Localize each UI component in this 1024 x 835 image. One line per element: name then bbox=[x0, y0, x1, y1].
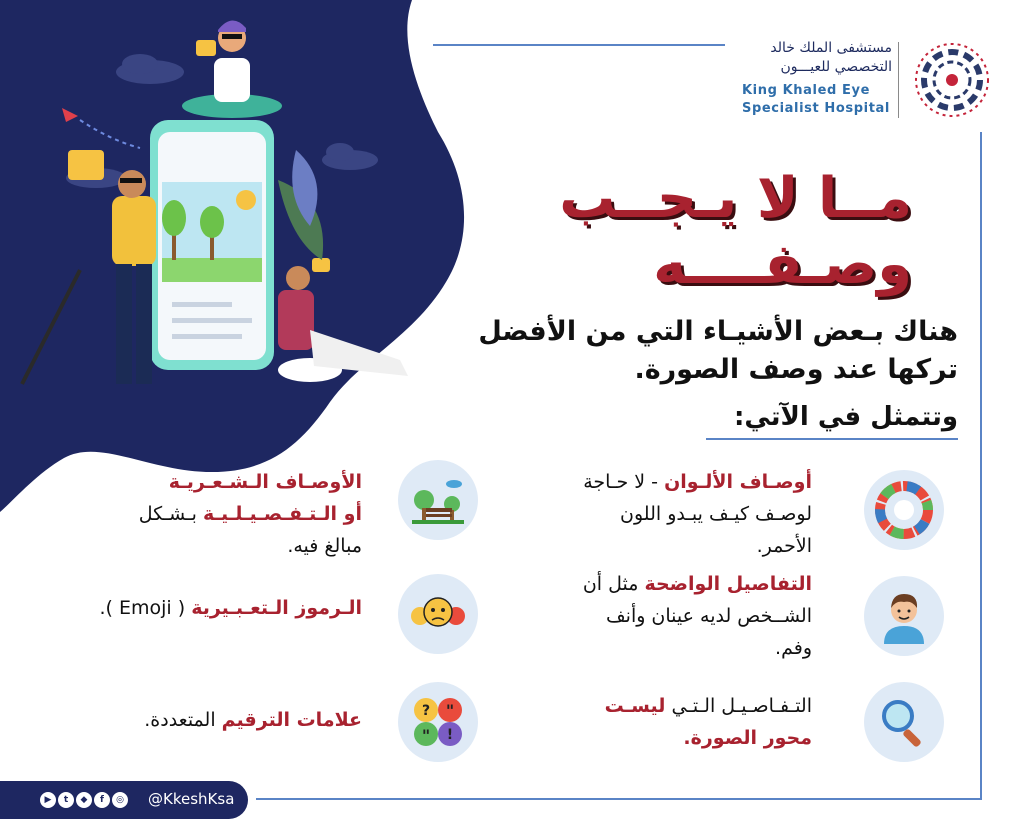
intro-line2: تركها عند وصف الصورة. bbox=[634, 354, 958, 385]
svg-text:": " bbox=[421, 726, 431, 745]
title-line1: مــا لا يـجــب bbox=[559, 166, 912, 231]
item-poetic-line3: مبالغ فيه. bbox=[287, 535, 362, 557]
emoji-faces-icon bbox=[398, 574, 478, 654]
svg-text:!: ! bbox=[446, 727, 454, 743]
item-poetic-highlight2: أو الـتـفـصـيـلـيـة bbox=[203, 503, 362, 525]
item-colors-rest: - لا حـاجة bbox=[583, 471, 665, 493]
item-irrelevant-line2: محور الصورة. bbox=[683, 727, 812, 749]
item-emoji-highlight: الـرموز الـتعـبـيرية bbox=[191, 597, 362, 619]
social-footer bbox=[0, 781, 248, 819]
item-irrelevant bbox=[605, 690, 812, 754]
item-details-line2: الشــخص لديه عينان وأنف bbox=[605, 605, 812, 627]
item-poetic-highlight1: الأوصـاف الـشـعـريـة bbox=[168, 471, 362, 493]
logo-divider bbox=[898, 42, 899, 118]
logo-english-line2: Specialist Hospital bbox=[742, 101, 890, 116]
item-emoji bbox=[100, 592, 363, 624]
color-wheel-icon bbox=[864, 470, 944, 550]
snapchat-icon[interactable]: ◆ bbox=[76, 792, 92, 808]
item-poetic bbox=[139, 466, 362, 562]
item-colors-line2: لوصـف كيـف يبـدو اللون bbox=[620, 503, 812, 525]
item-colors-highlight: أوصـاف الألـوان bbox=[664, 471, 812, 493]
logo-arabic-line1: مستشفى الملك خالد bbox=[770, 40, 892, 56]
intro-divider bbox=[706, 438, 958, 440]
item-punct-rest: المتعددة. bbox=[144, 709, 222, 731]
social-handle[interactable]: @KkeshKsa bbox=[148, 790, 235, 808]
item-punctuation bbox=[144, 704, 362, 736]
frame-line-top bbox=[433, 44, 725, 46]
svg-text:": " bbox=[445, 701, 455, 720]
instagram-icon[interactable]: ◎ bbox=[112, 792, 128, 808]
magnifier-icon bbox=[864, 682, 944, 762]
item-irrelevant-highlight: ليسـت bbox=[604, 695, 666, 717]
person-face-icon bbox=[864, 576, 944, 656]
item-details-rest: مثل أن bbox=[582, 573, 645, 595]
punctuation-marks-icon bbox=[398, 682, 478, 762]
facebook-icon[interactable]: f bbox=[94, 792, 110, 808]
item-details bbox=[583, 568, 812, 664]
park-bench-icon bbox=[398, 460, 478, 540]
intro-line1: هناك بـعض الأشيـاء التي من الأفضل bbox=[478, 316, 958, 347]
item-details-line3: وفم. bbox=[775, 637, 812, 659]
item-details-highlight: التفاصيل الواضحة bbox=[644, 573, 812, 595]
twitter-icon[interactable]: t bbox=[58, 792, 74, 808]
frame-line-right bbox=[980, 132, 982, 800]
item-poetic-rest2: بـشـكل bbox=[138, 503, 203, 525]
logo-arabic-line2: التخصصي للعيـــون bbox=[780, 59, 892, 75]
item-punct-highlight: علامات الترقيم bbox=[221, 709, 362, 731]
logo-english-line1: King Khaled Eye bbox=[742, 83, 870, 98]
title-line2: وصـفــــه bbox=[653, 232, 912, 297]
item-emoji-rest: ( Emoji ). bbox=[99, 597, 192, 619]
item-colors-line3: الأحمر. bbox=[756, 535, 812, 557]
item-irrelevant-pre: التـفـاصـيـل الـتـي bbox=[665, 695, 812, 717]
hospital-logo-icon bbox=[906, 38, 998, 122]
intro-line3: وتتمثل في الآتي: bbox=[734, 402, 958, 432]
svg-text:?: ? bbox=[421, 703, 431, 719]
item-colors bbox=[583, 466, 812, 562]
frame-line-bottom bbox=[256, 798, 982, 800]
youtube-icon[interactable]: ▶ bbox=[40, 792, 56, 808]
